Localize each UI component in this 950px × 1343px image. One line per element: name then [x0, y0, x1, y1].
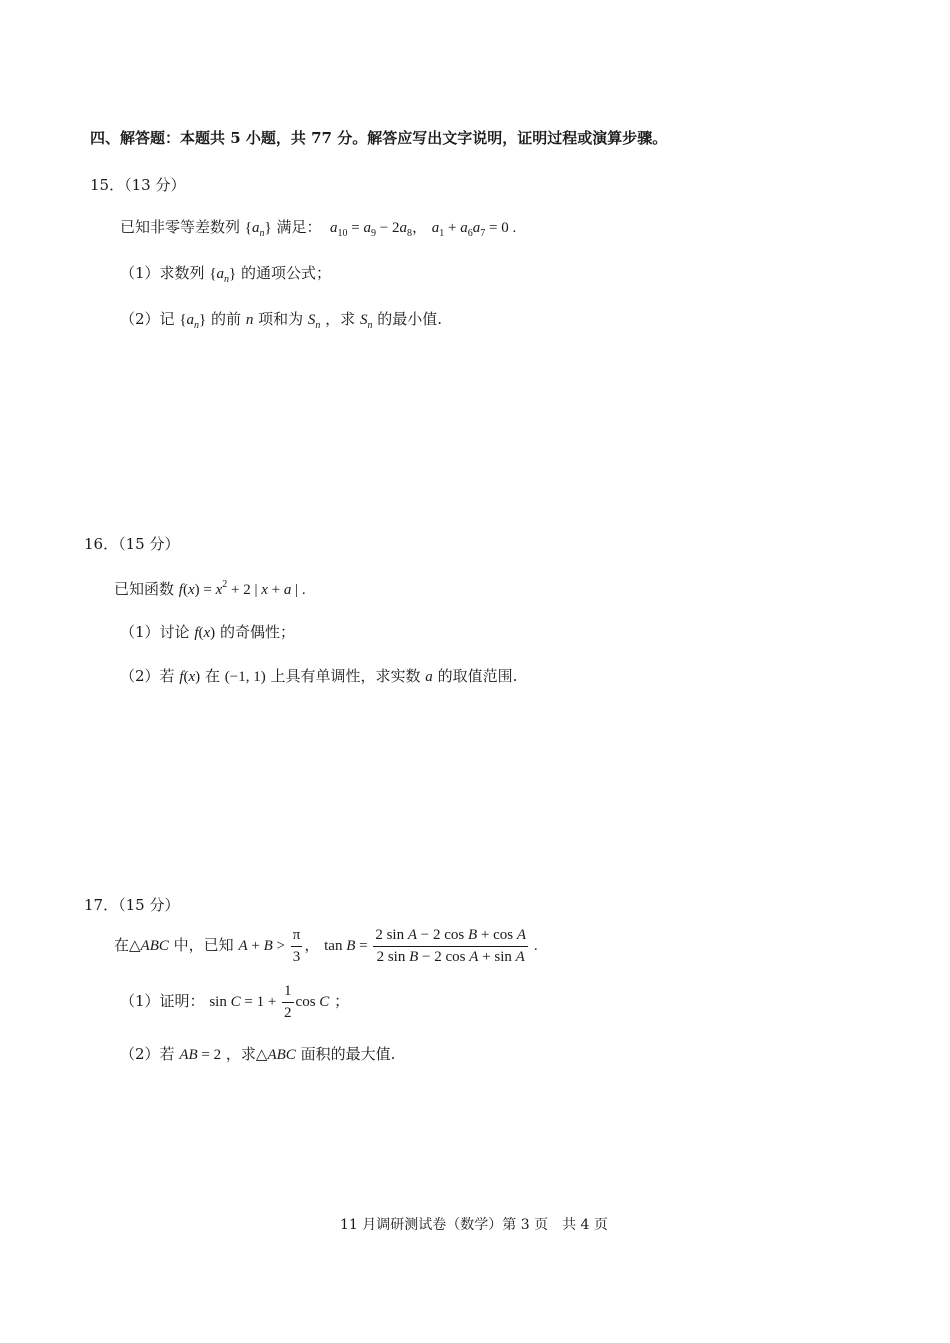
q17-part1-suffix: ； [334, 991, 350, 1010]
q16-number: 16．（15 分） [84, 535, 180, 553]
q17-part2-mid: ，求△ [225, 1045, 268, 1063]
q15-part2-mid1: 的前 [211, 310, 242, 328]
q16-stem-prefix: 已知函数 [114, 580, 175, 598]
q16-part2-suffix: 的取值范围. [437, 667, 518, 685]
q15-part2-mid2: 项和为 [258, 310, 304, 328]
q16-part2-fx: f(x) [179, 669, 201, 685]
q15-number: 15．（13 分） [90, 176, 186, 194]
q15-part1-seq: $\{a_n\}$ [209, 266, 237, 285]
q17-part1-prefix: （1）证明： [120, 991, 205, 1010]
q15-stem-mid: 满足： [276, 218, 322, 236]
q15-condition-2: $a_1 + a_6a_7 = 0$ . [431, 220, 517, 239]
q15-part2-suffix: 的最小值. [377, 310, 443, 328]
q16-part1-fx: f(x) [194, 625, 216, 641]
q15-part2-Sn-2: $S_n$ [359, 312, 373, 331]
q16-part1-prefix: （1）讨论 [120, 623, 190, 641]
q16-part1 [120, 625, 295, 641]
q17-part2-abc: ABC [267, 1047, 296, 1063]
q17-triangle-abc: ABC [140, 937, 169, 954]
q16-part2-interval: (−1, 1) [224, 669, 266, 685]
q16-part2-mid1: 在 [204, 667, 220, 685]
q15-seq-an: $\{a_n\}$ [244, 220, 272, 239]
q17-number: 17．（15 分） [84, 896, 180, 914]
q15-part2-mid3: ，求 [325, 310, 356, 328]
q17-part2 [120, 1047, 395, 1063]
q17-condition-angle: A + B > $\frac{\pi}{3}$ ， [238, 927, 320, 965]
q17-part2-ab: AB = 2 [179, 1047, 222, 1063]
q15-part2 [120, 312, 442, 331]
q17-stem-prefix: 在△ [114, 935, 141, 954]
q15-stem-prefix: 已知非零等差数列 [120, 218, 241, 236]
q16-part2-mid2: 上具有单调性，求实数 [270, 667, 421, 685]
q16-part2-a: a [425, 669, 433, 685]
section-header: 四、解答题：本题共 5 小题，共 77 分。解答应写出文字说明，证明过程或演算步骤。 [90, 129, 668, 147]
q17-stem [114, 928, 538, 965]
q15-part1-suffix: 的通项公式； [241, 264, 332, 282]
q15-part1-prefix: （1）求数列 [120, 264, 205, 282]
q15-part2-n: n [245, 312, 254, 328]
q17-stem-mid: 中，已知 [173, 935, 234, 954]
q17-part2-prefix: （2）若 [120, 1045, 175, 1063]
q15-part2-prefix: （2）记 [120, 310, 175, 328]
q16-part2 [120, 669, 517, 685]
q17-part1 [120, 984, 349, 1021]
q17-part1-identity: sin C = 1 + $\frac{1}{2}$ cos C [209, 983, 330, 1021]
q16-function: $f(x) = x^2 + 2$ | x + a | . [178, 579, 306, 598]
q16-stem [114, 580, 306, 598]
q16-part2-prefix: （2）若 [120, 667, 175, 685]
page-footer: 11 月调研测试卷（数学）第 3 页 共 4 页 [340, 1217, 608, 1233]
q15-condition-1: $a_{10} = a_9 - 2a_8$， [330, 220, 427, 239]
q15-part1 [120, 266, 331, 285]
q15-stem [120, 220, 516, 239]
q15-part2-seq: $\{a_n\}$ [179, 312, 207, 331]
q17-part2-suffix: 面积的最大值. [300, 1045, 396, 1063]
q16-part1-suffix: 的奇偶性； [219, 623, 295, 641]
q15-part2-Sn: $S_n$ [307, 312, 321, 331]
q17-condition-tan: tan B = $\frac{\text{2 sin A − 2 cos B + cos A}}{\text{2 sin B − 2 cos A + sin A}}$ . [324, 927, 538, 965]
